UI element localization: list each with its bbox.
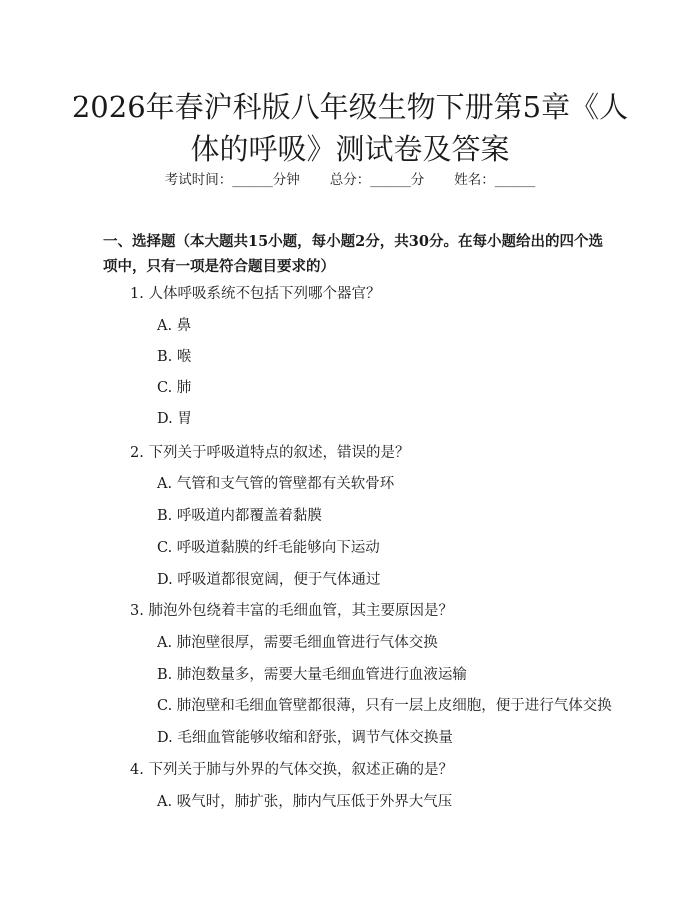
page-title: 2026年春沪科版八年级生物下册第5章《人体的呼吸》测试卷及答案 [71,90,629,166]
question-option: A. 鼻 [157,318,192,334]
question-option: C. 肺泡壁和毛细血管壁都很薄，只有一层上皮细胞，便于进行气体交换 [157,698,612,714]
question-option: A. 气管和支气管的管壁都有关软骨环 [157,476,395,492]
question-stem: 2. 下列关于呼吸道特点的叙述，错误的是？ [130,445,410,461]
name-label: 姓名：______ [454,172,536,188]
question-option: D. 胃 [157,411,192,427]
question-option: A. 肺泡壁很厚，需要毛细血管进行气体交换 [157,635,438,651]
question-option: D. 毛细血管能够收缩和舒张，调节气体交换量 [157,730,453,746]
question-option: D. 呼吸道都很宽阔，便于气体通过 [157,572,381,588]
question-stem: 1. 人体呼吸系统不包括下列哪个器官？ [130,286,381,302]
question-option: B. 喉 [157,349,192,365]
exam-meta [0,168,700,188]
question-stem: 4. 下列关于肺与外界的气体交换，叙述正确的是？ [130,762,453,778]
question-option: C. 呼吸道黏膜的纤毛能够向下运动 [157,540,380,556]
question-stem: 3. 肺泡外包绕着丰富的毛细血管，其主要原因是？ [130,603,453,619]
section-heading-choice: 一、选择题（本大题共15小题，每小题2分，共30分。在每小题给出的四个选项中，只有一项是符合题目要求的） [103,233,603,275]
question-option: B. 呼吸道内都覆盖着黏膜 [157,508,322,524]
question-option: C. 肺 [157,380,192,396]
total-score-label: 总分：______分 [329,172,425,188]
question-option: A. 吸气时，肺扩张，肺内气压低于外界大气压 [157,794,453,810]
exam-time-label: 考试时间：______分钟 [164,172,300,188]
question-option: B. 肺泡数量多，需要大量毛细血管进行血液运输 [157,667,467,683]
